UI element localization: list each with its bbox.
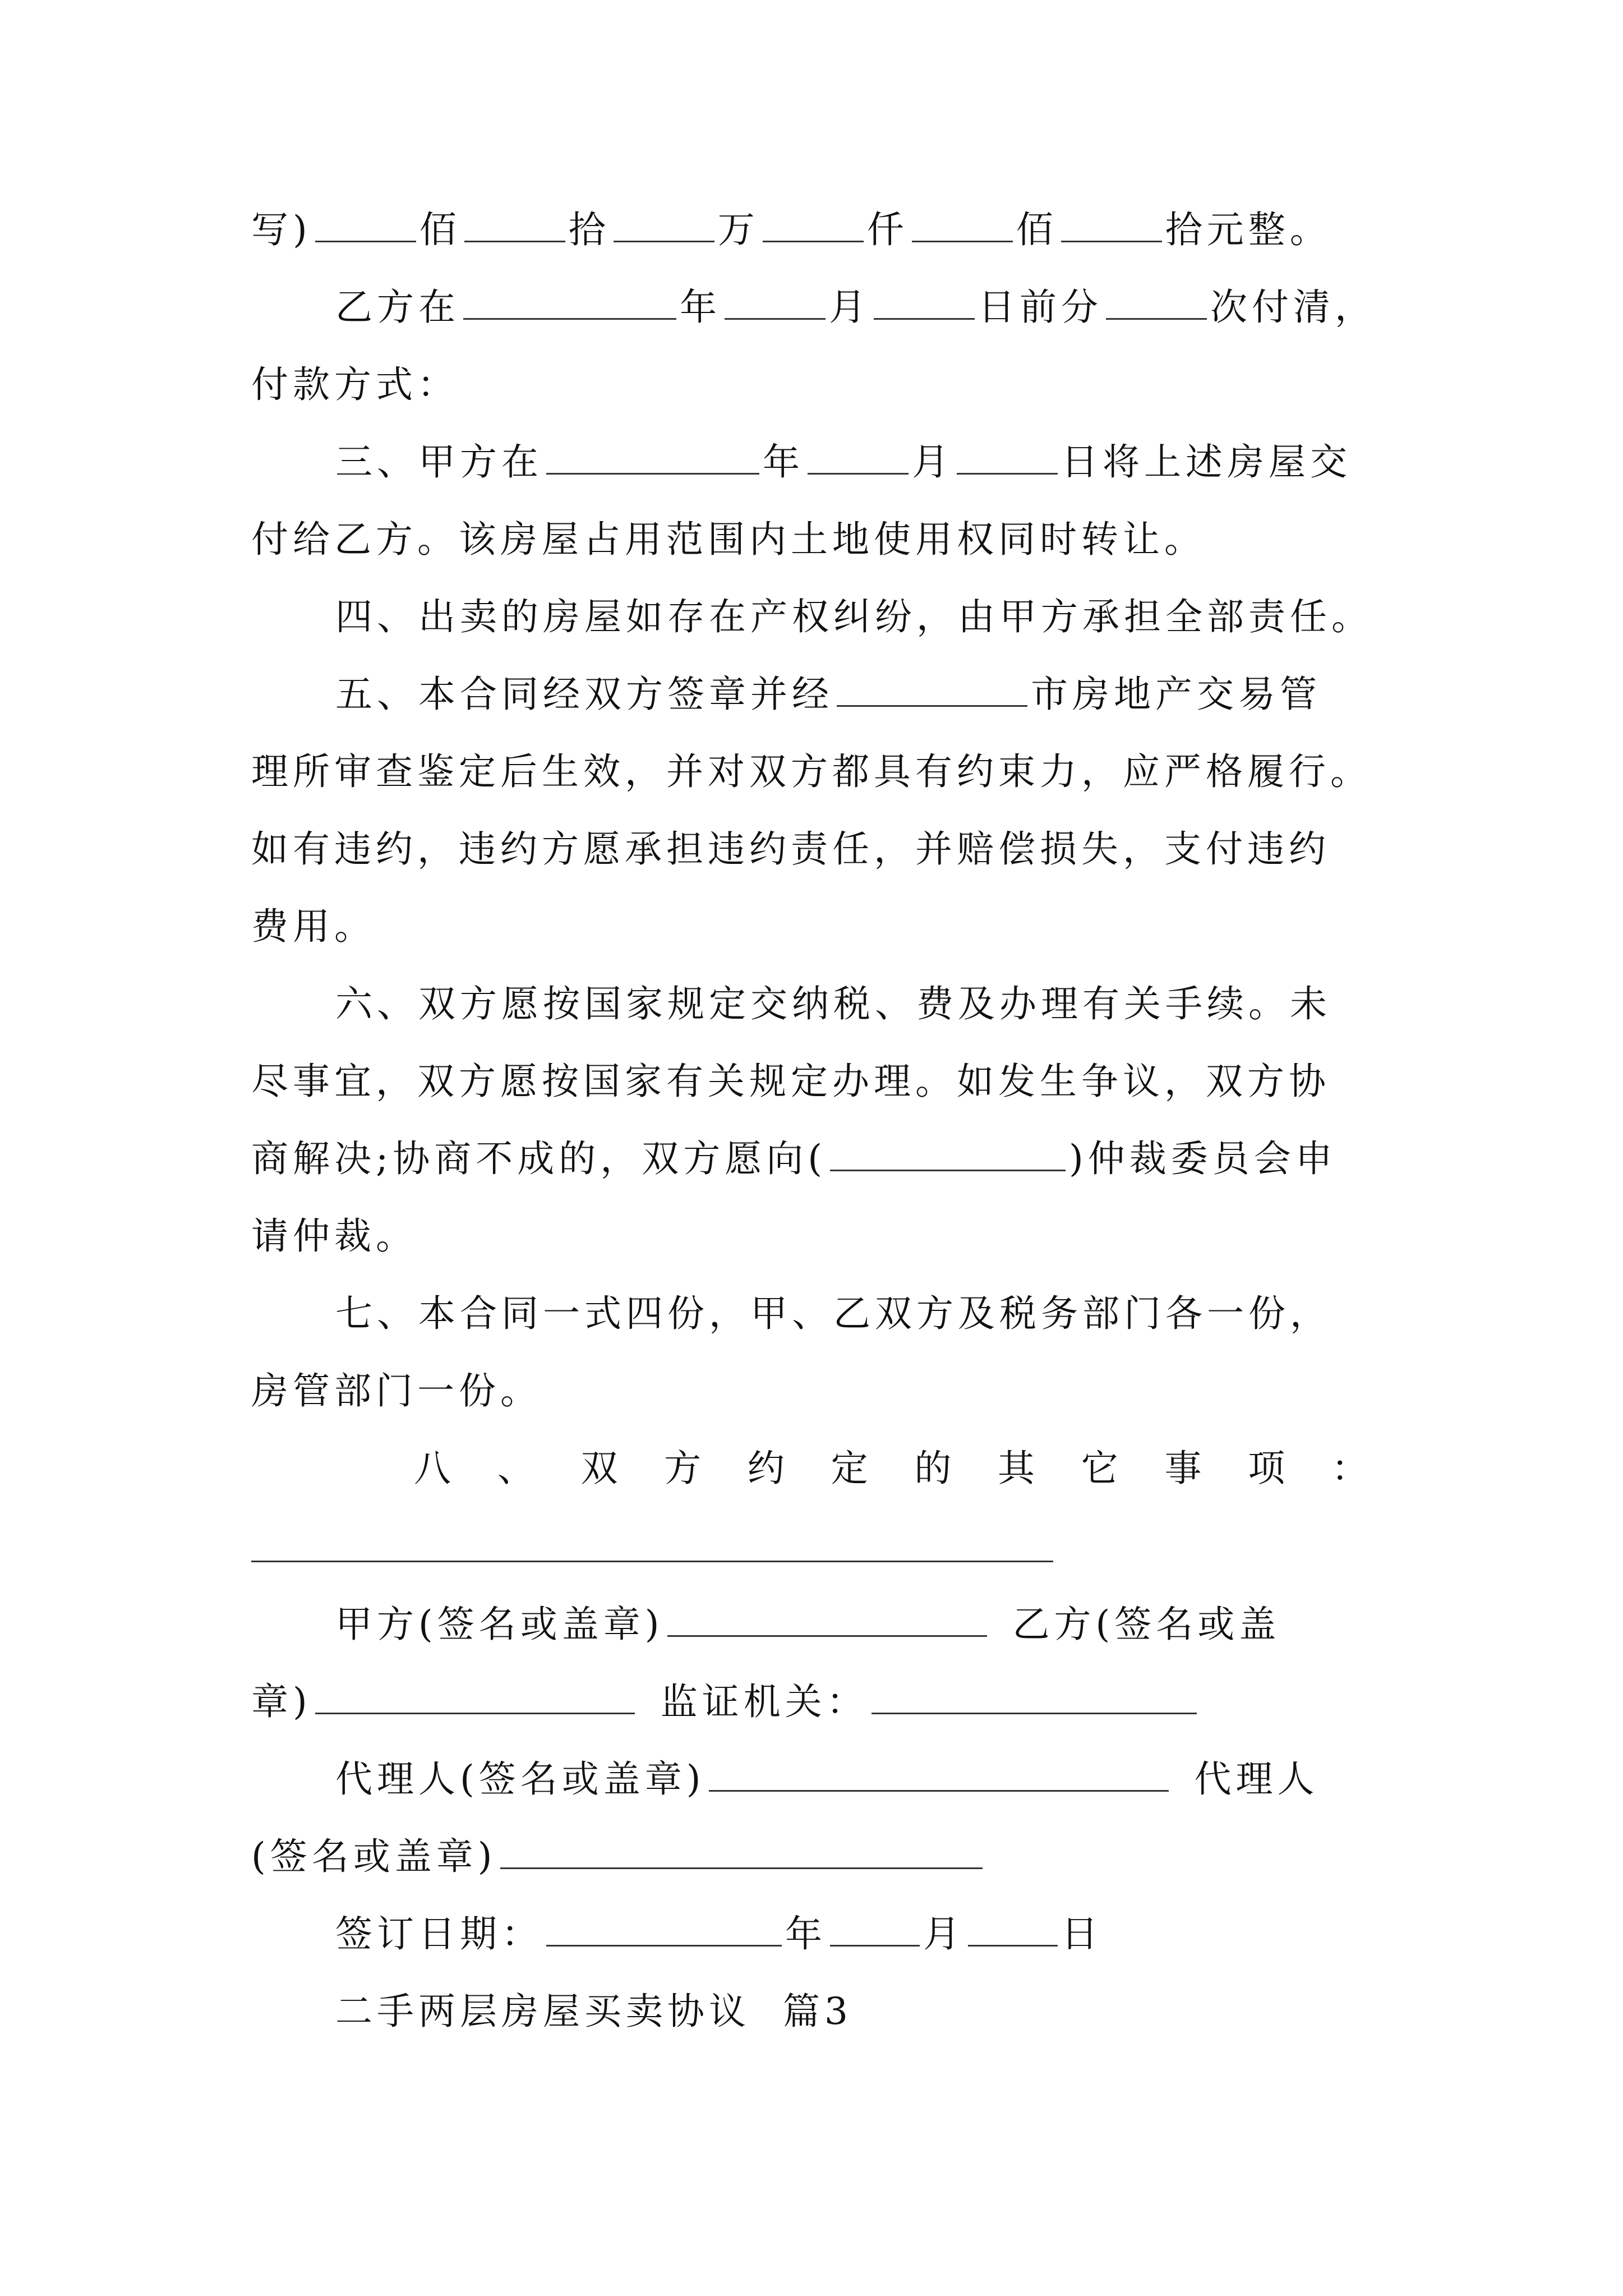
blank-field	[1061, 209, 1162, 242]
text-segment: 甲方(签名或盖章)	[335, 1603, 664, 1646]
text-segment: 月	[912, 440, 953, 484]
blank-field	[874, 287, 975, 320]
char: ：	[1331, 1447, 1373, 1490]
text-segment: 日前分	[978, 286, 1103, 329]
char: 约	[747, 1447, 789, 1490]
text-segment: 万	[717, 208, 759, 251]
blank-field	[957, 441, 1058, 475]
line-11: 六、双方愿按国家规定交纳税、费及办理有关手续。未	[335, 982, 1331, 1025]
text-segment: 乙方(签名或盖	[1012, 1603, 1281, 1646]
line-17-other-matters	[414, 1441, 1373, 1497]
blank-field	[808, 441, 909, 475]
char: 双	[580, 1447, 623, 1490]
line-13	[251, 1131, 1337, 1187]
line-22-signing-date	[335, 1906, 1103, 1962]
text-segment: )仲裁委员会申	[1069, 1137, 1337, 1180]
section-heading: 二手两层房屋买卖协议 篇3	[335, 1990, 852, 2033]
blank-field	[1106, 287, 1207, 320]
text-segment: 月	[923, 1912, 965, 1955]
blank-field	[546, 441, 759, 475]
text-segment: 监证机关：	[660, 1680, 868, 1723]
char: 的	[914, 1447, 956, 1490]
line-2	[335, 279, 1376, 335]
blank-field	[872, 1681, 1197, 1714]
blank-field	[251, 1561, 1053, 1562]
text-segment: 日	[1061, 1912, 1103, 1955]
text-segment: 写)	[251, 208, 312, 251]
line-9: 如有违约，违约方愿承担违约责任，并赔偿损失，支付违约	[251, 827, 1330, 871]
line-5: 付给乙方。该房屋占用范围内土地使用权同时转让。	[251, 518, 1206, 561]
text-segment: (签名或盖章)	[251, 1835, 497, 1878]
text-segment: 签订日期：	[335, 1912, 543, 1955]
text-segment: 仟	[866, 208, 909, 251]
blank-field	[725, 287, 826, 320]
text-segment: 章)	[251, 1680, 312, 1723]
blank-field	[614, 209, 714, 242]
line-7	[335, 666, 1321, 723]
line-10: 费用。	[251, 905, 376, 948]
line-20	[335, 1751, 1319, 1807]
text-segment: 市房地产交易管	[1031, 673, 1321, 716]
blank-field	[912, 209, 1013, 242]
text-segment: 年	[680, 286, 721, 329]
text-segment: 年	[785, 1912, 827, 1955]
line-8: 理所审查鉴定后生效，并对双方都具有约束力，应严格履行。	[251, 750, 1372, 793]
line-15: 七、本合同一式四份，甲、乙双方及税务部门各一份，	[335, 1292, 1331, 1335]
text-segment: 日将上述房屋交	[1061, 440, 1352, 484]
blank-field	[315, 209, 416, 242]
text-segment: 次付清，	[1210, 286, 1376, 329]
text-segment: 乙方在	[335, 286, 460, 329]
char: 八	[414, 1447, 455, 1490]
blank-field	[837, 674, 1027, 707]
text-segment: 代理人(签名或盖章)	[335, 1757, 706, 1801]
blank-field	[464, 209, 565, 242]
blank-field	[667, 1604, 987, 1637]
text-segment: 三、甲方在	[335, 440, 543, 484]
text-segment: 五、本合同经双方签章并经	[335, 673, 833, 716]
line-4	[335, 434, 1352, 490]
blank-field	[315, 1681, 635, 1714]
text-segment: 拾	[568, 208, 610, 251]
blank-field	[463, 287, 676, 320]
line-3: 付款方式：	[251, 363, 459, 406]
blank-field	[500, 1836, 983, 1869]
line-12: 尽事宜，双方愿按国家有关规定办理。如发生争议，双方协	[251, 1060, 1330, 1103]
text-segment: 代理人	[1194, 1757, 1319, 1801]
char: 方	[664, 1447, 706, 1490]
blank-field	[968, 1913, 1058, 1947]
blank-field	[830, 1913, 920, 1947]
blank-field	[763, 209, 864, 242]
line-19	[251, 1674, 1200, 1730]
text-segment: 拾元整。	[1165, 208, 1331, 251]
text-segment: 佰	[419, 208, 461, 251]
text-segment: 商解决;协商不成的，双方愿向(	[251, 1137, 827, 1180]
line-1	[251, 202, 1331, 258]
char: 定	[831, 1447, 873, 1490]
line-14: 请仲裁。	[251, 1214, 417, 1258]
text-segment: 佰	[1016, 208, 1058, 251]
char: 它	[1081, 1447, 1123, 1490]
line-6: 四、出卖的房屋如存在产权纠纷，由甲方承担全部责任。	[335, 595, 1373, 638]
line-21	[251, 1829, 986, 1885]
line-18	[335, 1596, 1280, 1653]
text-segment: 年	[763, 440, 804, 484]
char: 项	[1248, 1447, 1290, 1490]
text-segment: 月	[829, 286, 870, 329]
line-16: 房管部门一份。	[251, 1369, 542, 1412]
char: 事	[1164, 1447, 1206, 1490]
blank-field	[830, 1138, 1066, 1171]
char: 其	[998, 1447, 1040, 1490]
blank-field	[709, 1759, 1169, 1792]
char: 、	[497, 1447, 539, 1490]
blank-field	[546, 1913, 782, 1947]
